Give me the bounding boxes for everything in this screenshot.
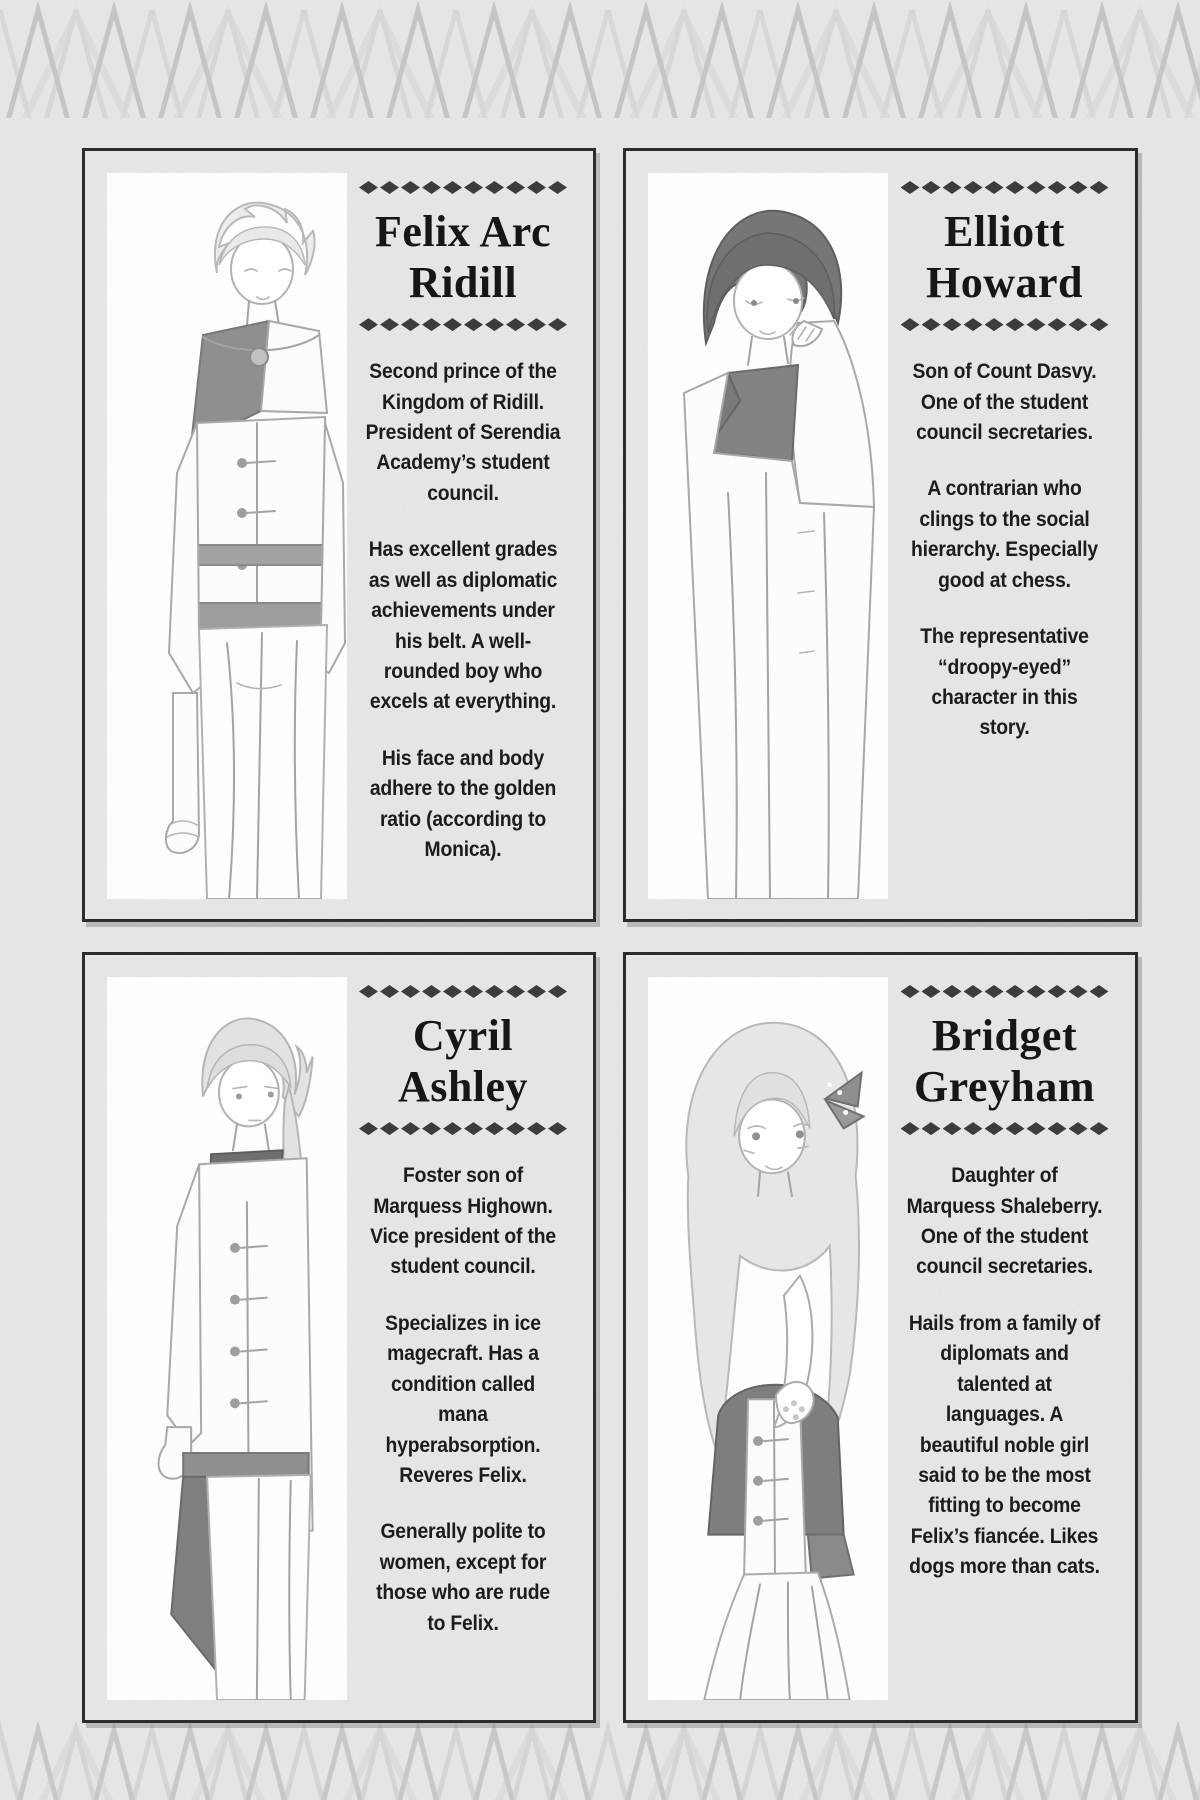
- character-description-paragraph: Foster son of Marquess Highown. Vice president of the student council.: [370, 1164, 556, 1279]
- portrait-bridget: [648, 977, 888, 1700]
- portrait-elliott: [648, 173, 888, 899]
- character-description: [357, 1161, 569, 1639]
- character-description-paragraph: A contrarian who clings to the social hierarchy. Especially good at chess.: [911, 477, 1098, 592]
- diamond-divider: [357, 985, 569, 998]
- character-name-line: Elliott: [944, 207, 1065, 256]
- info-felix: [347, 151, 593, 919]
- character-description-paragraph: The representative “droopy-eyed” character in this story.: [920, 625, 1089, 740]
- felix-illustration: [107, 173, 347, 899]
- character-name: [898, 206, 1111, 308]
- character-description-paragraph: Generally polite to women, except for those who are rude to Felix.: [376, 1520, 550, 1635]
- diamond-divider: [357, 318, 569, 331]
- character-description-paragraph: Has excellent grades as well as diplomatic achievements under his belt. A well-rounded boy who excels at everything.: [368, 538, 558, 714]
- info-elliott: [888, 151, 1135, 919]
- diamond-divider: [357, 1122, 569, 1135]
- character-name: [357, 206, 569, 308]
- character-description-paragraph: Specializes in ice magecraft. Has a condition called mana hyperabsorption. Reveres Felix.: [385, 1311, 541, 1487]
- info-bridget: [888, 955, 1135, 1720]
- character-name: [898, 1010, 1111, 1112]
- character-card-elliott: [623, 148, 1138, 922]
- character-description-paragraph: Son of Count Dasvy. One of the student council secretaries.: [912, 360, 1097, 444]
- top-zigzag-border: [0, 0, 1200, 118]
- character-description-paragraph: Second prince of the Kingdom of Ridill. President of Serendia Academy’s student council.: [365, 360, 561, 505]
- character-card-bridget: [623, 952, 1138, 1723]
- info-cyril: [347, 955, 593, 1720]
- bridget-illustration: [648, 977, 888, 1700]
- character-name-line: Ridill: [408, 258, 518, 308]
- portrait-cyril: [107, 977, 347, 1700]
- character-name-line: Greyham: [913, 1062, 1096, 1112]
- character-card-grid: [82, 148, 1138, 1723]
- diamond-divider: [898, 181, 1111, 194]
- diamond-divider: [898, 1122, 1111, 1135]
- character-name: [357, 1010, 569, 1112]
- portrait-felix: [107, 173, 347, 899]
- character-description-paragraph: Hails from a family of diplomats and talented at languages. A beautiful noble girl said to be the most fitting to become Felix’s fiancée. Likes dogs more than cats.: [908, 1311, 1101, 1579]
- character-description: [898, 357, 1111, 744]
- character-name-line: Ashley: [397, 1062, 529, 1112]
- character-card-felix: [82, 148, 596, 922]
- diamond-divider: [898, 318, 1111, 331]
- character-name-line: Felix Arc: [375, 207, 551, 256]
- character-card-cyril: [82, 952, 596, 1723]
- cyril-illustration: [107, 977, 347, 1700]
- character-name-line: Bridget: [931, 1011, 1078, 1060]
- character-description: [357, 357, 569, 866]
- character-description: [898, 1161, 1111, 1583]
- diamond-divider: [898, 985, 1111, 998]
- diamond-divider: [357, 181, 569, 194]
- elliott-illustration: [648, 173, 888, 899]
- character-description-paragraph: His face and body adhere to the golden ratio (according to Monica).: [369, 746, 557, 862]
- character-name-line: Howard: [926, 258, 1083, 308]
- character-name-line: Cyril: [412, 1011, 514, 1060]
- character-description-paragraph: Daughter of Marquess Shaleberry. One of the student council secretaries.: [906, 1164, 1103, 1279]
